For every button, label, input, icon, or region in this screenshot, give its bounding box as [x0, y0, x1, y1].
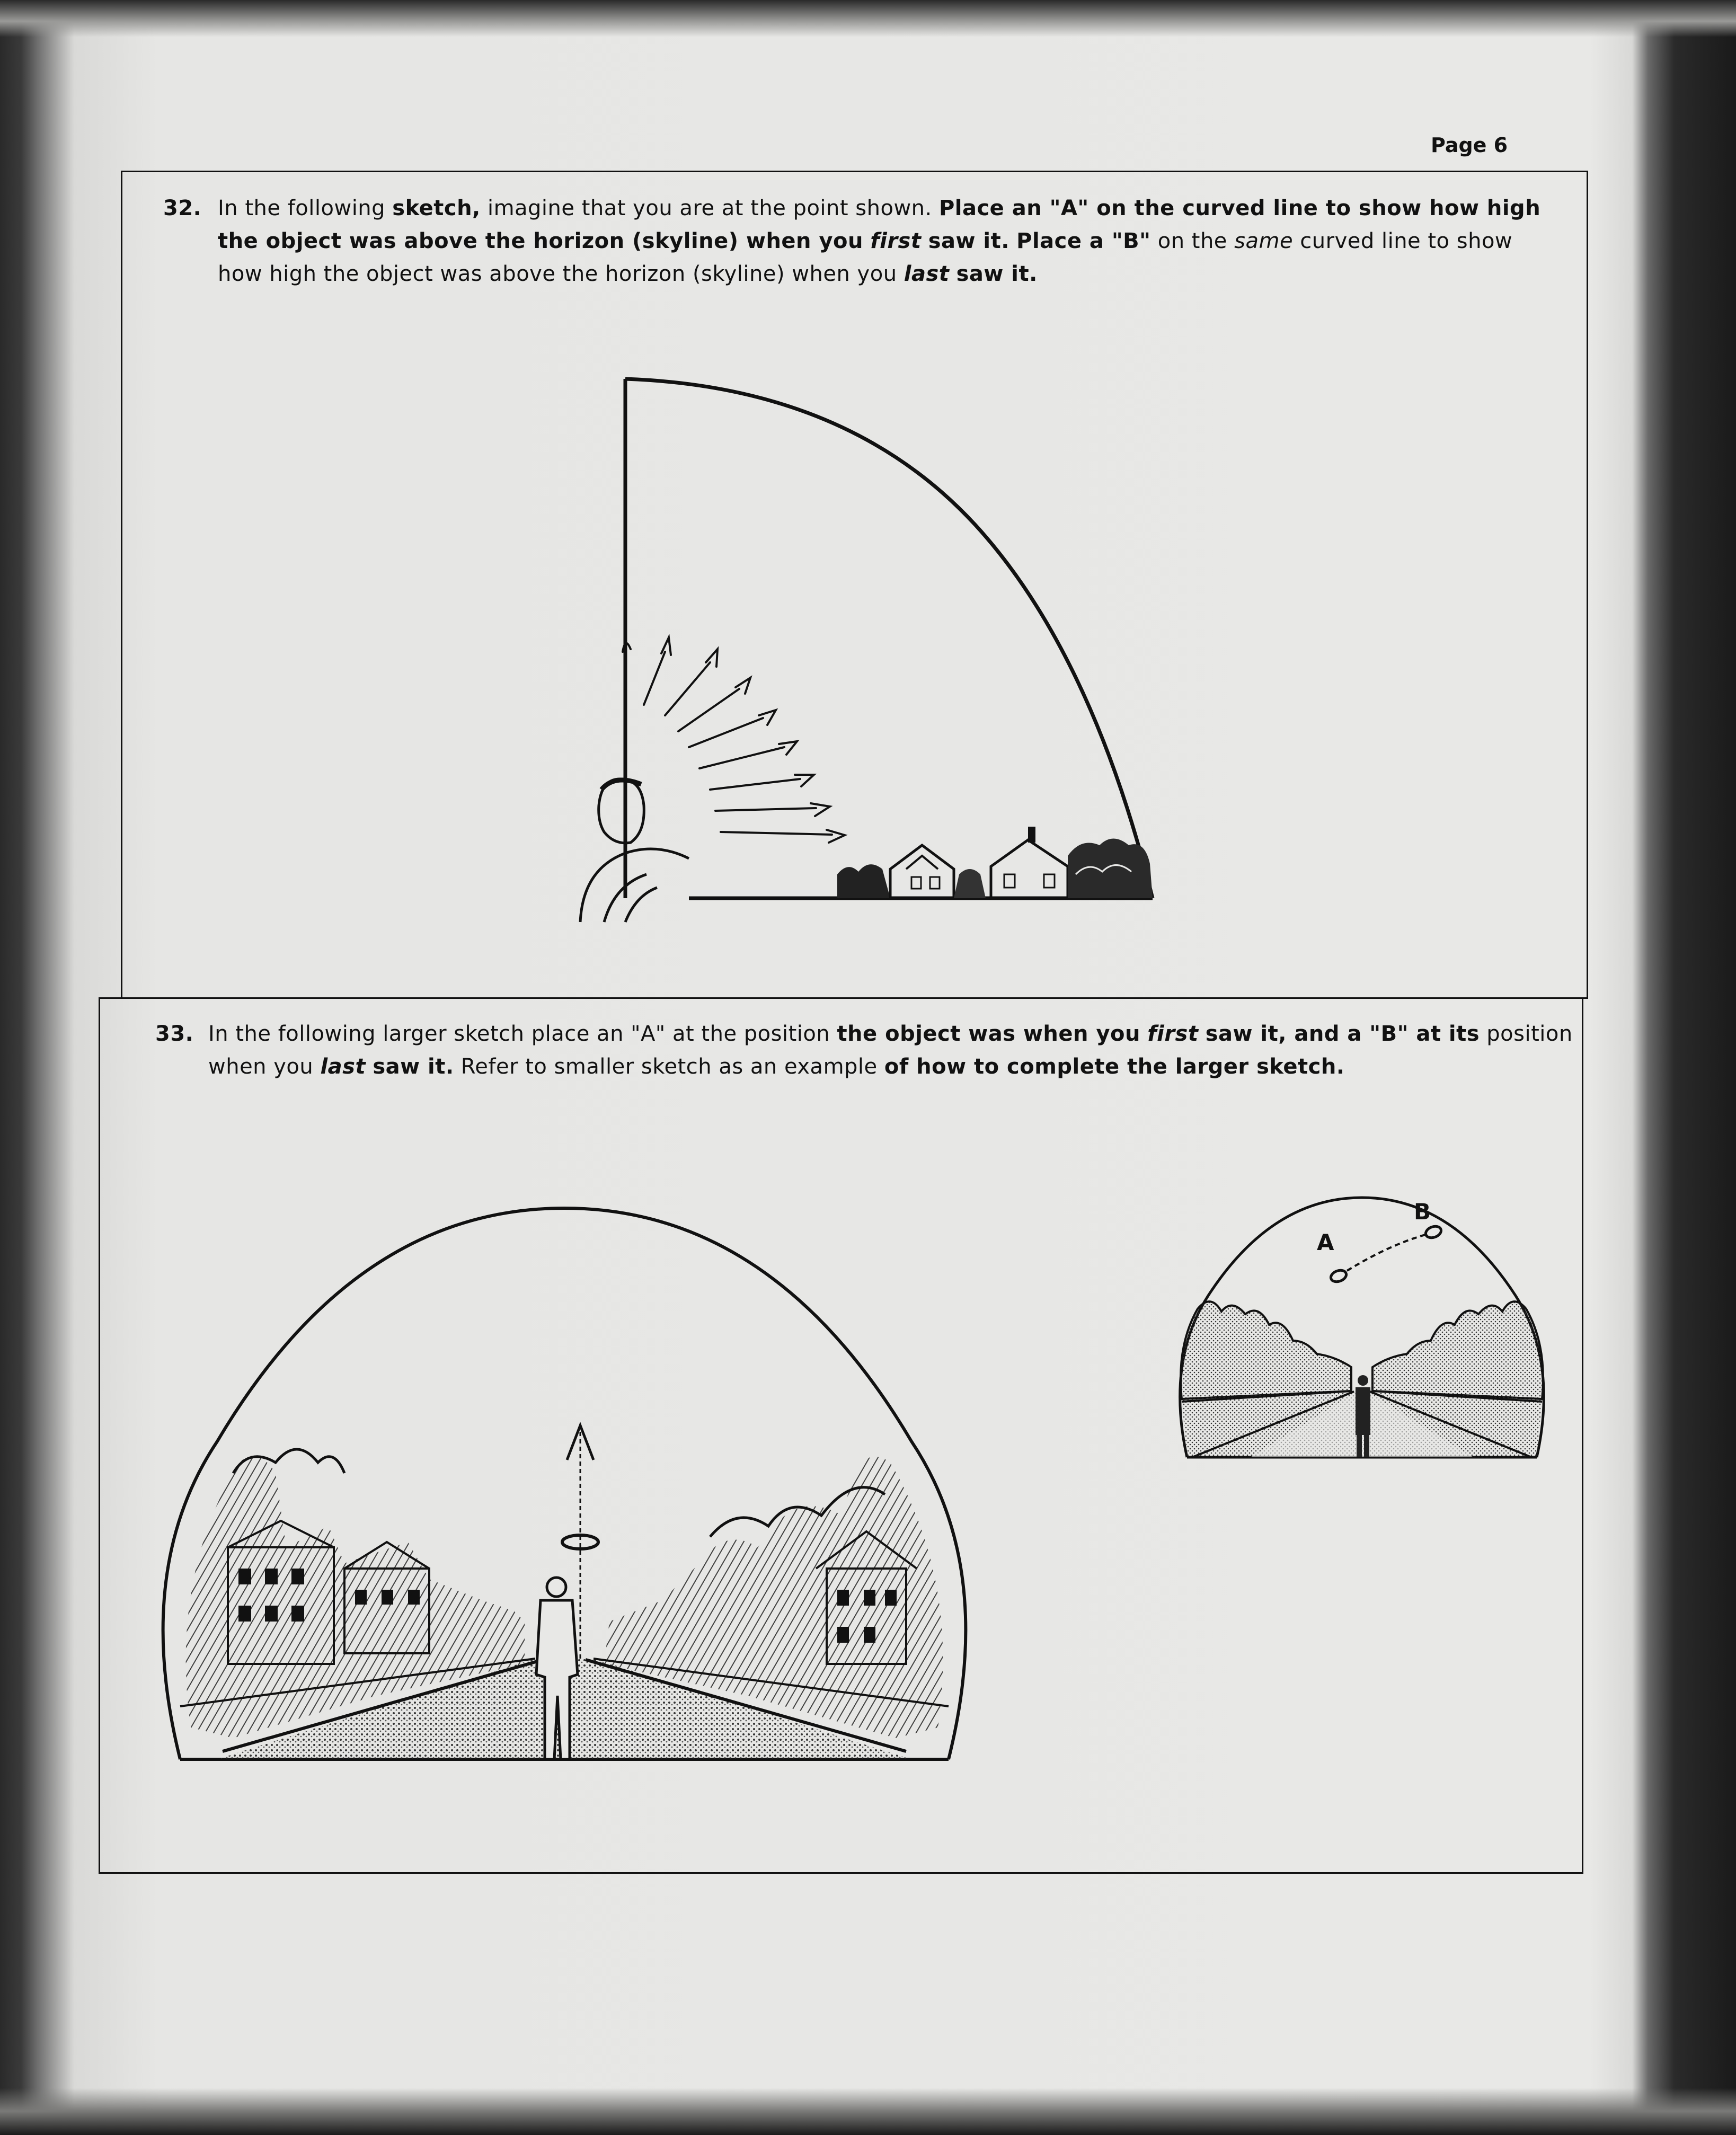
example-label-a: A — [1317, 1229, 1334, 1255]
example-right-trees — [1372, 1301, 1543, 1399]
q33-text-part: of how to complete the larger sketch. — [884, 1055, 1345, 1079]
example-street-sketch — [1166, 1187, 1558, 1468]
scan-bottom-edge — [0, 2088, 1736, 2135]
q33-text-part: the object was when you — [837, 1022, 1140, 1046]
q32-text-part: on the — [1157, 229, 1227, 253]
scan-top-edge — [0, 0, 1736, 37]
q32-text-part: Place an "A" on the curved line to show how high the object was above the horizon (skyline) when you — [218, 196, 1541, 253]
example-left-trees — [1181, 1301, 1351, 1399]
quarter-circle-sketch — [551, 366, 1187, 949]
page-number: Page 6 — [1431, 134, 1508, 157]
q33-text-part: position when you — [208, 1022, 1573, 1079]
q32-text-part: sketch, — [392, 196, 481, 220]
question-33-number: 33. — [155, 1022, 194, 1046]
large-street-sketch[interactable] — [154, 1198, 975, 1765]
q32-text-part: curved line to show how high the object was above the horizon (skyline) when you — [218, 229, 1513, 286]
question-33-text — [208, 1017, 1581, 1083]
q32-text-part: first — [870, 229, 922, 253]
q32-text-part: saw it. — [928, 229, 1009, 253]
q32-text-part: saw it. — [956, 262, 1038, 286]
q32-text-part: same — [1234, 229, 1294, 253]
q33-text-part: Refer to smaller sketch as an example — [460, 1055, 878, 1079]
q33-text-part: first — [1147, 1022, 1199, 1046]
elevation-arc[interactable] — [625, 379, 1153, 898]
q32-text-part: Place a "B" — [1016, 229, 1151, 253]
q33-text-part: saw it, and a "B" at its — [1205, 1022, 1480, 1046]
example-label-b: B — [1414, 1199, 1431, 1225]
observer-figure — [580, 779, 689, 922]
example-trajectory — [1329, 1224, 1442, 1283]
q33-text-part: In the following larger sketch place an "A" at the position — [208, 1022, 830, 1046]
skyline-houses — [837, 827, 1153, 898]
q33-text-part: saw it. — [373, 1055, 454, 1079]
q32-text-part: In the following — [218, 196, 386, 220]
q32-text-part: last — [904, 262, 950, 286]
pointing-arms — [623, 637, 845, 843]
question-32-number: 32. — [163, 196, 202, 220]
q32-text-part: imagine that you are at the point shown. — [487, 196, 932, 220]
question-32-text — [218, 192, 1553, 290]
q33-text-part: last — [320, 1055, 366, 1079]
